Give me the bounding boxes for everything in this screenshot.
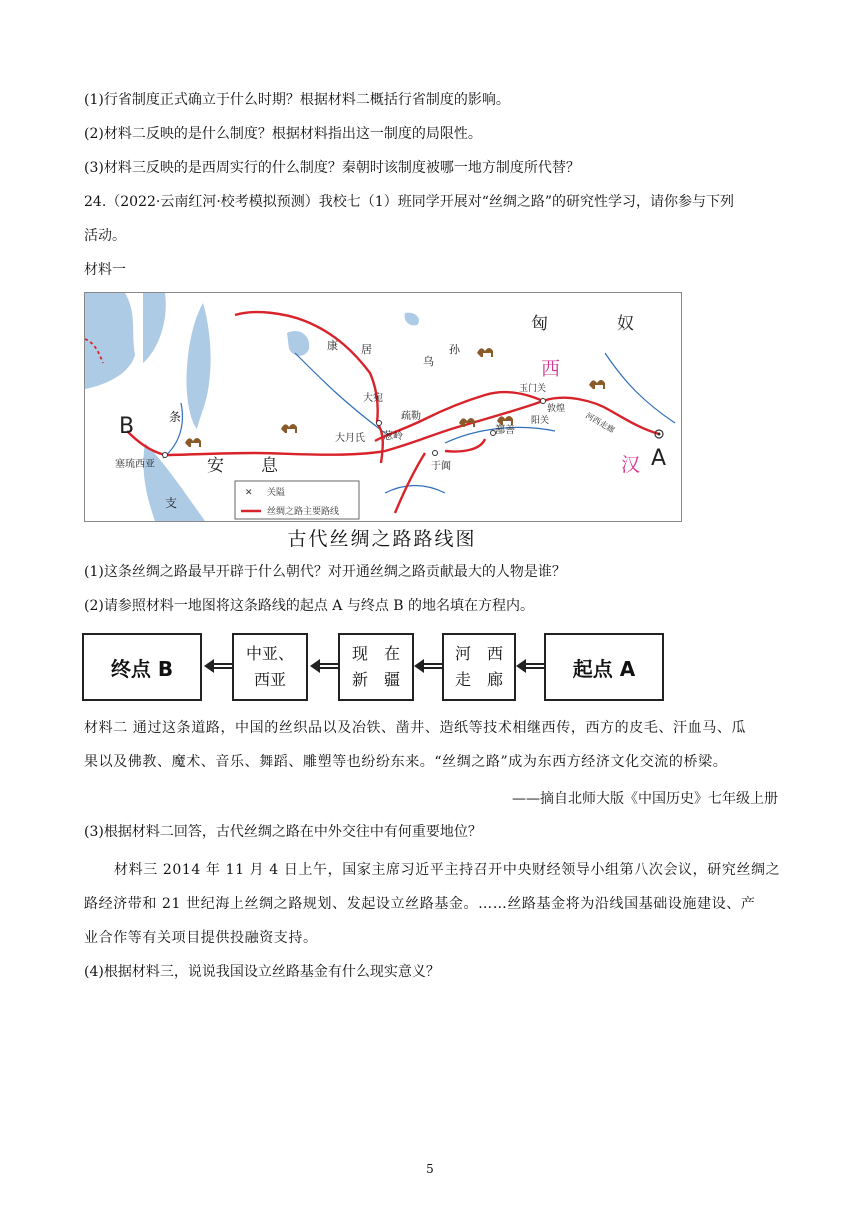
- label-shanshan: 鄯善: [495, 425, 515, 436]
- camel-icon: [477, 348, 493, 357]
- label-zhi: 支: [165, 496, 178, 510]
- material1-label: 材料一: [84, 262, 126, 278]
- aral-sea-water: [287, 331, 309, 356]
- flow-hexi-box: [442, 633, 516, 701]
- map-caption: 古代丝绸之路路线图: [287, 528, 477, 550]
- label-dunhuang: 敦煌: [547, 404, 566, 414]
- flow-box4-line1: 河 西: [454, 644, 503, 663]
- silk-road-congling-branch: [377, 423, 383, 463]
- river: [385, 486, 445, 494]
- black-sea-water: [143, 293, 166, 363]
- q24-sub3: (3)根据材料二回答，古代丝绸之路在中外交往中有何重要地位？: [84, 824, 482, 840]
- label-yumenguan: 玉门关: [519, 384, 547, 394]
- material2-source: ——摘自北师大版《中国历史》七年级上册: [512, 791, 778, 807]
- town-marker: [433, 451, 438, 456]
- left-arrow-icon: [414, 656, 442, 676]
- label-han: 汉: [621, 454, 641, 476]
- label-b: B: [119, 414, 135, 439]
- question-line-2: (2)材料二反映的是什么制度？根据材料指出这一制度的局限性。: [84, 126, 482, 142]
- town-marker: [163, 453, 168, 458]
- label-congling: 葱岭: [383, 431, 403, 442]
- question-line-3: (3)材料三反映的是西周实行的什么制度？秦朝时该制度被哪一地方制度所代替？: [84, 160, 580, 176]
- flow-box3-line1: 现 在: [351, 644, 400, 663]
- silk-road-main-route: [127, 398, 659, 455]
- flow-start-a-box: [544, 633, 664, 701]
- material3-line1: 材料三 2014 年 11 月 4 日上午，国家主席习近平主持召开中央财经领导小组第八次会议，研究丝绸之: [114, 862, 781, 878]
- q24-sub1: (1)这条丝绸之路最早开辟于什么朝代？对开通丝绸之路贡献最大的人物是谁？: [84, 564, 566, 580]
- question-line-1: (1)行省制度正式确立于什么时期？根据材料二概括行省制度的影响。: [84, 92, 510, 108]
- camel-icon: [497, 416, 513, 425]
- silk-road-map-svg: [85, 293, 681, 521]
- left-arrow-icon: [204, 656, 232, 676]
- flow-central-asia-box: [232, 633, 308, 701]
- legend-pass-symbol: ✕: [245, 488, 253, 498]
- flow-box2-line2: 西亚: [253, 670, 286, 689]
- left-arrow-icon: [310, 656, 338, 676]
- material2-line1: 材料二 通过这条道路，中国的丝织品以及冶铁、凿井、造纸等技术相继西传，西方的皮毛、汗血马、瓜: [84, 720, 747, 736]
- material2-line2: 果以及佛教、魔术、音乐、舞蹈、雕塑等也纷纷东来。“丝绸之路”成为东西方经济文化交流的桥梁。: [84, 754, 728, 770]
- label-xi: 西: [541, 358, 561, 380]
- label-ju: 居: [361, 343, 372, 356]
- caspian-sea-water: [186, 303, 210, 429]
- camel-icon: [589, 380, 605, 389]
- q24-intro-line2: 活动。: [84, 228, 126, 244]
- silk-road-map: [84, 292, 682, 522]
- material3-line3: 业合作等有关项目提供投融资支持。: [84, 930, 318, 946]
- q24-sub4: (4)根据材料三，说说我国设立丝路基金有什么现实意义？: [84, 964, 440, 980]
- flow-box2-line1: 中亚、: [245, 644, 294, 663]
- mediterranean-water: [85, 293, 135, 389]
- camel-icon: [281, 424, 297, 433]
- label-an: 安: [207, 456, 224, 476]
- label-xi-an: 息: [261, 456, 278, 476]
- left-arrow-icon: [516, 656, 544, 676]
- label-tiao: 条: [169, 410, 182, 424]
- town-marker: [541, 399, 546, 404]
- label-kang: 康: [327, 339, 338, 352]
- label-hexi: 河西走廊: [584, 410, 617, 435]
- label-yangguan: 阳关: [531, 416, 550, 426]
- changan-marker-dot: [658, 433, 661, 436]
- label-shule: 疏勒: [401, 411, 421, 422]
- legend-route-label: 丝绸之路主要路线: [267, 507, 340, 517]
- label-dayuan: 大宛: [363, 393, 383, 404]
- label-dayuezhi: 大月氏: [335, 433, 365, 444]
- label-yutian: 于阗: [431, 461, 451, 472]
- flow-start-a-label: 起点 A: [572, 656, 636, 681]
- camel-icon: [185, 438, 201, 447]
- label-a: A: [651, 446, 667, 471]
- label-sun: 孙: [449, 343, 460, 356]
- q24-intro-line1: 24.（2022·云南红河·校考模拟预测）我校七（1）班同学开展对“丝绸之路”的研究性学习，请你参与下列: [84, 194, 735, 210]
- label-wu: 乌: [423, 355, 434, 368]
- town-marker: [377, 421, 382, 426]
- silk-road-south-branch: [395, 453, 425, 513]
- legend-pass-label: 关隘: [267, 488, 286, 498]
- flow-end-b-box: [82, 633, 202, 701]
- flow-xinjiang-box: [338, 633, 414, 701]
- label-xiongnu-2: 奴: [617, 314, 634, 334]
- silk-road-northern-branch: [235, 312, 378, 423]
- label-sailuxiya: 塞琉西亚: [115, 459, 155, 470]
- flow-box4-line2: 走 廊: [454, 670, 503, 689]
- label-xiongnu-1: 匈: [531, 314, 548, 334]
- q24-sub2: (2)请参照材料一地图将这条路线的起点 A 与终点 B 的地名填在方程内。: [84, 598, 535, 614]
- material3-line2: 路经济带和 21 世纪海上丝绸之路规划、发起设立丝路基金。……丝路基金将为沿线国基础设施建设、产: [84, 896, 756, 912]
- balkhash-water: [405, 313, 419, 326]
- page-number: 5: [426, 1162, 434, 1176]
- flow-end-b-label: 终点 B: [110, 656, 174, 681]
- flow-box3-line2: 新 疆: [351, 670, 400, 689]
